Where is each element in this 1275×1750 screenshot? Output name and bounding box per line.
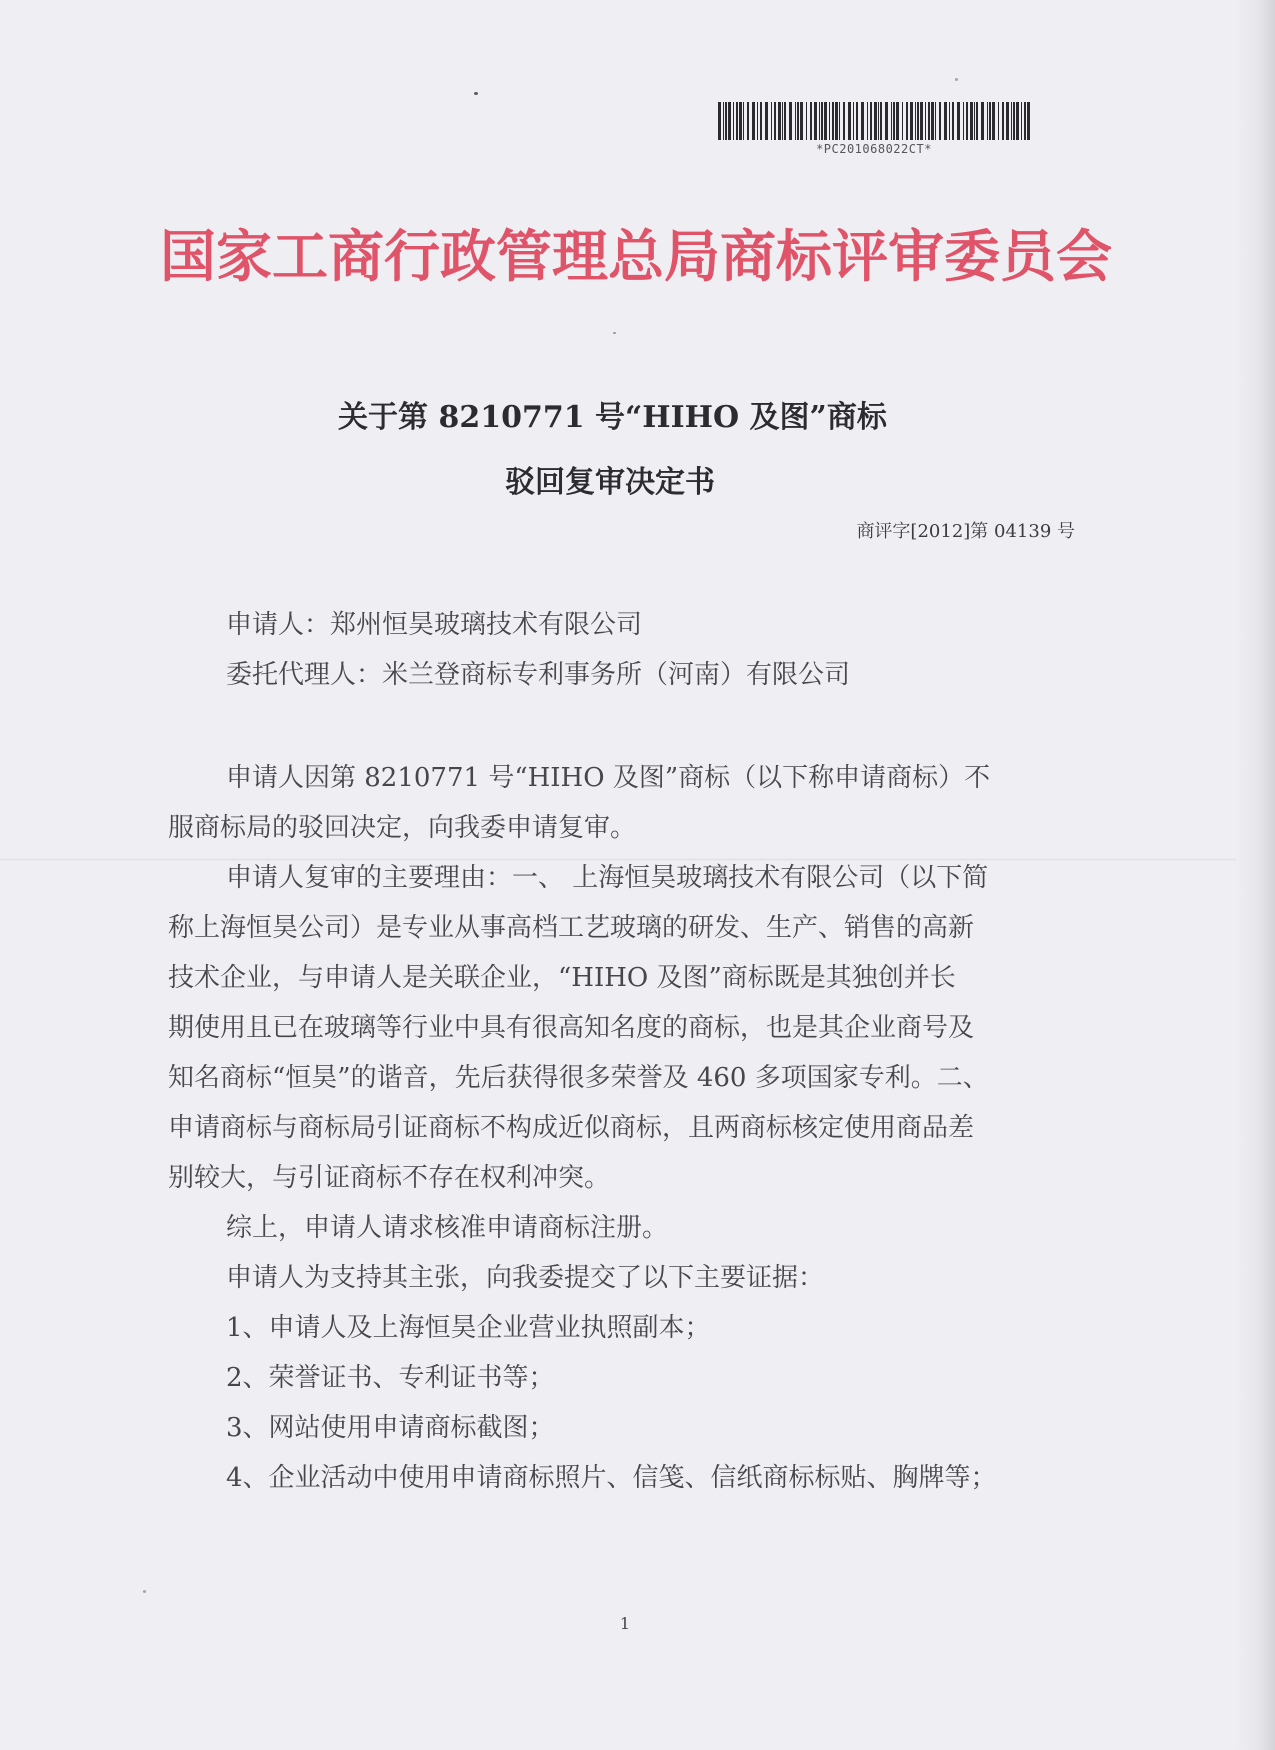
scan-edge-shadow [1237,0,1275,1750]
barcode-bar [987,102,988,140]
barcode-bar [928,102,930,140]
barcode-bar [821,102,823,140]
barcode-text: *PC201068022CT* [816,142,932,156]
barcode-bar [861,102,864,140]
barcode-bar [839,102,840,140]
barcode-bar [1021,102,1022,140]
barcode-bar [981,102,984,140]
barcode-bar [885,102,888,140]
barcode-bar [795,102,796,140]
document-title-line2: 驳回复审决定书 [505,465,715,500]
evidence-item: 2、荣誉证书、专利证书等； [226,1363,555,1393]
barcode-bar [880,102,882,140]
barcode-bar [718,102,721,140]
barcode-bar [739,102,742,140]
body-line: 申请商标与商标局引证商标不构成近似商标，且两商标核定使用商品差 [168,1113,975,1143]
barcode-bar [771,102,772,140]
barcode-bar [824,102,827,140]
barcode-bar [874,102,877,140]
barcode-bar [878,102,879,140]
barcode-bar [832,102,834,140]
body-line: 综上，申请人请求核准申请商标注册。 [226,1213,669,1243]
barcode-bar [757,102,758,140]
body-line: 称上海恒昊公司）是专业从事高档工艺玻璃的研发、生产、销售的高新 [168,913,975,943]
evidence-item: 3、网站使用申请商标截图； [226,1413,555,1443]
scan-speck [613,332,616,334]
barcode-bar [728,102,731,140]
barcode-bar [835,102,838,140]
barcode-bar [725,102,727,140]
barcode-bar [902,102,903,140]
body-line: 知名商标“恒昊”的谐音，先后获得很多荣誉及 460 多项国家专利。二、 [168,1063,989,1093]
body-line: 申请人因第 8210771 号“HIHO 及图”商标（以下称申请商标）不 [226,763,991,793]
barcode-bar [974,102,975,140]
barcode-bar [752,102,755,140]
barcode-bar [782,102,783,140]
barcode-bar [891,102,892,140]
barcode-bar [797,102,799,140]
scan-speck [474,92,478,95]
barcode-bar [925,102,926,140]
body-line: 技术企业，与申请人是关联企业，“HIHO 及图”商标既是其独创并长 [168,963,956,993]
barcode-bar [939,102,941,140]
body-line: 期使用且已在玻璃等行业中具有很高知名度的商标，也是其企业商号及 [168,1013,975,1043]
barcode-bar [743,102,744,140]
barcode-bar [910,102,913,140]
barcode-bar [952,102,954,140]
barcode-bar [843,102,845,140]
barcode-bar [814,102,817,140]
barcode-bar [989,102,991,140]
barcode-bar [1016,102,1019,140]
barcode-bar [970,102,973,140]
barcode-bar [917,102,919,140]
barcode-bar [819,102,820,140]
barcode-bar [800,102,803,140]
barcode-bar [893,102,895,140]
barcode-bar [915,102,916,140]
barcode-bar [944,102,947,140]
barcode-bar [920,102,923,140]
barcode-bar [976,102,978,140]
barcode-bar [998,102,999,140]
barcode-bar [829,102,830,140]
barcode-bar [723,102,724,140]
barcode-bar [774,102,776,140]
evidence-item: 4、企业活动中使用申请商标照片、信笺、信纸商标标贴、胸牌等； [226,1463,997,1493]
barcode-bar [1013,102,1015,140]
barcode-bar [778,102,781,140]
barcode-bar [765,102,768,140]
barcode-bar [806,102,807,140]
scan-speck [955,78,958,81]
scan-speck [143,1590,146,1593]
barcode-bar [906,102,908,140]
barcode-bar [935,102,936,140]
barcode-bar [747,102,749,140]
barcode-bar [736,102,738,140]
barcode-bar [856,102,858,140]
barcode-bar [789,102,792,140]
barcode-bar [848,102,851,140]
barcode-bar [1002,102,1004,140]
agent-line: 委托代理人：米兰登商标专利事务所（河南）有限公司 [226,660,851,690]
barcode-bar [966,102,968,140]
body-line: 别较大，与引证商标不存在权利冲突。 [168,1163,611,1193]
barcode-bar [784,102,786,140]
barcode-bar [1024,102,1026,140]
barcode-bar [810,102,812,140]
barcode-bar [992,102,995,140]
barcode-bar [870,102,872,140]
evidence-item: 1、申请人及上海恒昊企业营业执照副本； [226,1313,711,1343]
barcode-bar [957,102,960,140]
document-title-line1: 关于第 8210771 号“HIHO 及图”商标 [338,400,887,435]
body-line: 申请人复审的主要理由：一、 上海恒昊玻璃技术有限公司（以下简 [226,863,989,893]
barcode-bar [949,102,950,140]
body-line: 申请人为支持其主张，向我委提交了以下主要证据： [226,1263,825,1293]
barcode-bar [1027,102,1030,140]
page-number: 1 [619,1614,631,1633]
barcode [716,102,1032,140]
barcode-bar [1006,102,1009,140]
letterhead-title: 国家工商行政管理总局商标评审委员会 [160,225,1112,290]
barcode-bar [896,102,899,140]
body-line: 服商标局的驳回决定，向我委申请复审。 [168,813,637,843]
barcode-bar [733,102,734,140]
barcode-bar [1011,102,1012,140]
applicant-line: 申请人：郑州恒昊玻璃技术有限公司 [226,610,643,640]
barcode-bar [867,102,868,140]
barcode-bar [963,102,964,140]
barcode-bar [760,102,762,140]
document-number: 商评字[2012]第 04139 号 [856,521,1075,542]
barcode-bar [853,102,854,140]
barcode-bar [931,102,934,140]
